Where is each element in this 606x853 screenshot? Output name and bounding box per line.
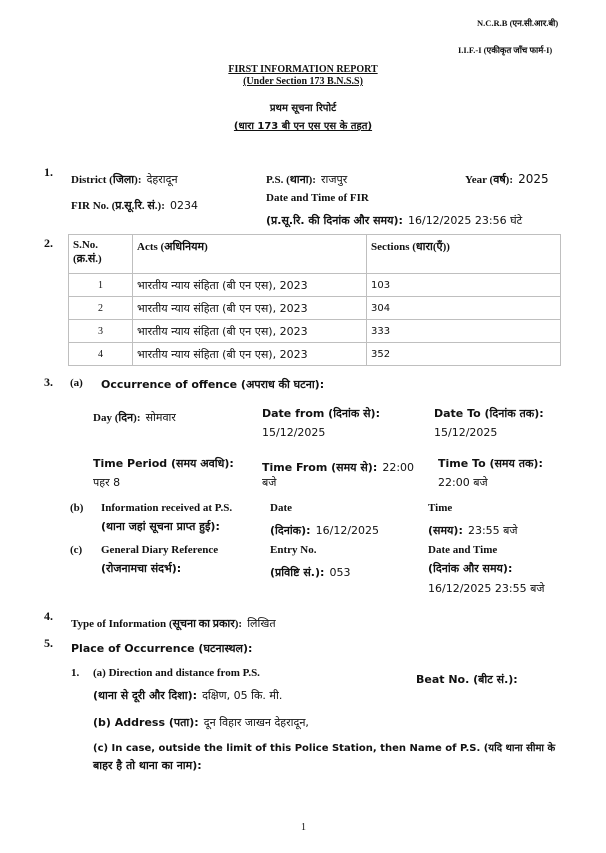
time-period-label: Time Period (समय अवधि): bbox=[93, 457, 234, 470]
row-sno: 1 bbox=[69, 274, 133, 297]
fir-datetime-field bbox=[266, 209, 522, 228]
gd-reference-label-hindi: (रोजनामचा संदर्भ): bbox=[101, 562, 182, 575]
fir-value: 0234 bbox=[169, 199, 198, 212]
direction-value: दक्षिण, 05 कि. मी. bbox=[202, 689, 283, 702]
row-section: 352 bbox=[367, 343, 561, 366]
section-3-number: 3. bbox=[44, 375, 53, 389]
info-time-value: 23:55 बजे bbox=[467, 524, 518, 537]
acts-header: Acts (अधिनियम) bbox=[133, 235, 367, 274]
time-from-field bbox=[262, 456, 414, 475]
section-1-number: 1. bbox=[44, 165, 53, 179]
row-sno: 4 bbox=[69, 343, 133, 366]
year-value: 2025 bbox=[518, 172, 549, 186]
date-to-label: Date To (दिनांक तक): bbox=[434, 407, 544, 420]
row-sno: 3 bbox=[69, 320, 133, 343]
address-field bbox=[93, 711, 309, 730]
place-item-number: 1. bbox=[71, 667, 80, 679]
table-row bbox=[69, 297, 561, 320]
date-from-label: Date from (दिनांक से): bbox=[262, 407, 380, 420]
district-label: District (जिला): bbox=[71, 174, 142, 186]
section-5-number: 5. bbox=[44, 636, 53, 650]
fir-field bbox=[71, 194, 198, 213]
gd-reference-label: General Diary Reference bbox=[101, 544, 219, 556]
time-to-label: Time To (समय तक): bbox=[438, 457, 543, 470]
time-period-value: पहर 8 bbox=[93, 476, 121, 489]
table-row bbox=[69, 274, 561, 297]
direction-field bbox=[93, 684, 282, 703]
fir-label: FIR No. (प्र.सू.रि. सं.): bbox=[71, 200, 165, 212]
section-2-number: 2. bbox=[44, 236, 53, 250]
row-sno: 2 bbox=[69, 297, 133, 320]
address-value: दून विहार जाखन देहरादून, bbox=[203, 716, 309, 729]
sub-b-marker: (b) bbox=[70, 502, 84, 514]
acts-table bbox=[68, 234, 561, 366]
info-date-label-hindi: (दिनांक): bbox=[270, 524, 311, 537]
outside-ps-label: (c) In case, outside the limit of this Police Station, then Name of P.S. (यदि थाना सीमा के bbox=[93, 743, 556, 754]
day-field bbox=[93, 406, 176, 425]
fir-datetime-value: 16/12/2025 23:56 घंटे bbox=[407, 214, 523, 227]
occurrence-label: Occurrence of offence (अपराध की घटना): bbox=[101, 378, 325, 391]
report-title-hindi: प्रथम सूचना रिपोर्ट bbox=[269, 103, 337, 114]
sub-a-marker: (a) bbox=[70, 377, 83, 389]
row-section: 304 bbox=[367, 297, 561, 320]
entry-no-label-hindi: (प्रविष्टि सं.): bbox=[270, 566, 325, 579]
info-type-field bbox=[71, 612, 276, 631]
entry-no-value: 053 bbox=[329, 566, 351, 579]
outside-ps-label-cont: बाहर है तो थाना का नाम): bbox=[93, 759, 202, 772]
day-label: Day (दिन): bbox=[93, 412, 141, 424]
sections-header: Sections (धारा(एँ)) bbox=[367, 235, 561, 274]
beat-no-label: Beat No. (बीट सं.): bbox=[416, 673, 518, 686]
gd-datetime-label: Date and Time bbox=[428, 544, 498, 556]
district-field bbox=[71, 168, 178, 187]
year-field bbox=[465, 168, 549, 187]
time-to-value: 22:00 बजे bbox=[438, 476, 488, 489]
info-time-field bbox=[428, 519, 518, 538]
time-from-label: Time From (समय से): bbox=[262, 461, 378, 474]
day-value: सोमवार bbox=[145, 411, 176, 424]
address-label: (b) Address (पता): bbox=[93, 716, 199, 729]
entry-no-label: Entry No. bbox=[270, 544, 317, 556]
fir-datetime-label-hindi: (प्र.सू.रि. की दिनांक और समय): bbox=[266, 214, 403, 227]
fir-datetime-label: Date and Time of FIR bbox=[266, 192, 369, 204]
info-received-label-hindi: (थाना जहां सूचना प्राप्त हुई): bbox=[101, 520, 220, 533]
direction-label-hindi: (थाना से दूरी और दिशा): bbox=[93, 689, 197, 702]
ps-value: राजपुर bbox=[321, 173, 348, 186]
form-code: I.I.F.-I (एकीकृत जाँच फार्म-I) bbox=[458, 45, 553, 55]
info-time-label: Time bbox=[428, 502, 453, 514]
sub-c-marker: (c) bbox=[70, 544, 83, 556]
entry-no-field bbox=[270, 561, 351, 580]
page-number: 1 bbox=[301, 822, 306, 833]
gd-datetime-value: 16/12/2025 23:55 बजे bbox=[428, 582, 545, 595]
report-title: FIRST INFORMATION REPORT bbox=[228, 64, 378, 75]
gd-datetime-label-hindi: (दिनांक और समय): bbox=[428, 562, 513, 575]
table-row bbox=[69, 320, 561, 343]
year-label: Year (वर्ष): bbox=[465, 174, 514, 186]
place-of-occurrence-label: Place of Occurrence (घटनास्थल): bbox=[71, 642, 253, 655]
info-date-value: 16/12/2025 bbox=[315, 524, 380, 537]
direction-label: (a) Direction and distance from P.S. bbox=[93, 667, 260, 679]
sno-header: S.No. (क्र.सं.) bbox=[69, 235, 133, 274]
time-from-value: 22:00 bbox=[382, 461, 415, 474]
acts-table-header bbox=[69, 235, 561, 274]
section-4-number: 4. bbox=[44, 609, 53, 623]
date-from-value: 15/12/2025 bbox=[262, 426, 326, 439]
info-date-label: Date bbox=[270, 502, 292, 514]
row-section: 103 bbox=[367, 274, 561, 297]
ps-field bbox=[266, 168, 347, 187]
time-from-unit: बजे bbox=[262, 476, 277, 489]
ncrb-label: N.C.R.B (एन.सी.आर.बी) bbox=[477, 18, 559, 28]
row-act: भारतीय न्याय संहिता (बी एन एस), 2023 bbox=[133, 274, 367, 297]
info-type-label: Type of Information (सूचना का प्रकार): bbox=[71, 618, 243, 630]
info-date-field bbox=[270, 519, 379, 538]
table-row bbox=[69, 343, 561, 366]
info-type-value: लिखित bbox=[247, 617, 276, 630]
row-act: भारतीय न्याय संहिता (बी एन एस), 2023 bbox=[133, 297, 367, 320]
row-section: 333 bbox=[367, 320, 561, 343]
info-received-label: Information received at P.S. bbox=[101, 502, 233, 514]
row-act: भारतीय न्याय संहिता (बी एन एस), 2023 bbox=[133, 320, 367, 343]
report-subtitle-hindi: (धारा 173 बी एन एस एस के तहत) bbox=[233, 121, 373, 132]
date-to-value: 15/12/2025 bbox=[434, 426, 498, 439]
district-value: देहरादून bbox=[146, 173, 178, 186]
ps-label: P.S. (थाना): bbox=[266, 174, 316, 186]
info-time-label-hindi: (समय): bbox=[428, 524, 463, 537]
row-act: भारतीय न्याय संहिता (बी एन एस), 2023 bbox=[133, 343, 367, 366]
report-subtitle: (Under Section 173 B.N.S.S) bbox=[243, 76, 363, 87]
